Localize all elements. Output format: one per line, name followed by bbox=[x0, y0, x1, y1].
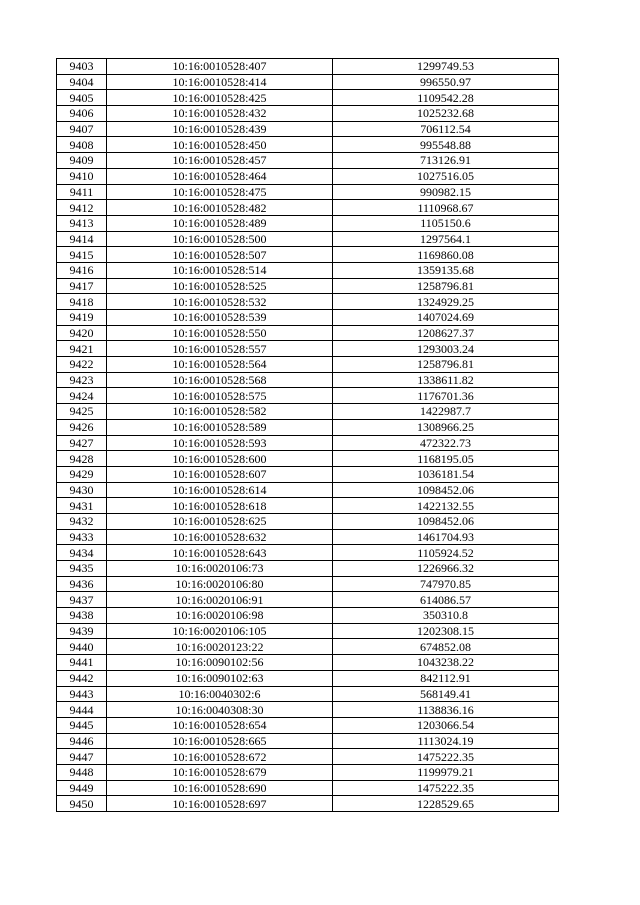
cadastral-number-cell: 10:16:0090102:56 bbox=[107, 655, 333, 671]
value-cell: 1293003.24 bbox=[333, 341, 559, 357]
table-row bbox=[57, 278, 559, 294]
cadastral-number-cell: 10:16:0010528:600 bbox=[107, 451, 333, 467]
value-cell: 1228529.65 bbox=[333, 796, 559, 812]
row-number-cell: 9434 bbox=[57, 545, 107, 561]
table-row bbox=[57, 749, 559, 765]
value-cell: 747970.85 bbox=[333, 576, 559, 592]
row-number-cell: 9443 bbox=[57, 686, 107, 702]
cadastral-number-cell: 10:16:0010528:568 bbox=[107, 372, 333, 388]
cadastral-number-cell: 10:16:0010528:439 bbox=[107, 121, 333, 137]
cadastral-number-cell: 10:16:0010528:450 bbox=[107, 137, 333, 153]
value-cell: 1258796.81 bbox=[333, 357, 559, 373]
table-row bbox=[57, 215, 559, 231]
cadastral-number-cell: 10:16:0010528:457 bbox=[107, 153, 333, 169]
cadastral-number-cell: 10:16:0010528:489 bbox=[107, 215, 333, 231]
row-number-cell: 9431 bbox=[57, 498, 107, 514]
cadastral-number-cell: 10:16:0010528:582 bbox=[107, 404, 333, 420]
table-row bbox=[57, 247, 559, 263]
value-cell: 1208627.37 bbox=[333, 325, 559, 341]
table-row bbox=[57, 59, 559, 75]
value-cell: 1138836.16 bbox=[333, 702, 559, 718]
cadastral-number-cell: 10:16:0010528:690 bbox=[107, 780, 333, 796]
value-cell: 1475222.35 bbox=[333, 749, 559, 765]
value-cell: 472322.73 bbox=[333, 435, 559, 451]
table-row bbox=[57, 639, 559, 655]
table-row bbox=[57, 764, 559, 780]
row-number-cell: 9403 bbox=[57, 59, 107, 75]
row-number-cell: 9429 bbox=[57, 466, 107, 482]
row-number-cell: 9432 bbox=[57, 513, 107, 529]
value-cell: 1109542.28 bbox=[333, 90, 559, 106]
row-number-cell: 9437 bbox=[57, 592, 107, 608]
table-row bbox=[57, 137, 559, 153]
row-number-cell: 9438 bbox=[57, 608, 107, 624]
cadastral-number-cell: 10:16:0010528:564 bbox=[107, 357, 333, 373]
value-cell: 996550.97 bbox=[333, 74, 559, 90]
value-cell: 1027516.05 bbox=[333, 168, 559, 184]
value-cell: 1226966.32 bbox=[333, 561, 559, 577]
cadastral-number-cell: 10:16:0010528:672 bbox=[107, 749, 333, 765]
row-number-cell: 9440 bbox=[57, 639, 107, 655]
cadastral-number-cell: 10:16:0010528:665 bbox=[107, 733, 333, 749]
cadastral-number-cell: 10:16:0020106:105 bbox=[107, 623, 333, 639]
row-number-cell: 9447 bbox=[57, 749, 107, 765]
value-cell: 1475222.35 bbox=[333, 780, 559, 796]
value-cell: 1338611.82 bbox=[333, 372, 559, 388]
row-number-cell: 9430 bbox=[57, 482, 107, 498]
value-cell: 1043238.22 bbox=[333, 655, 559, 671]
row-number-cell: 9439 bbox=[57, 623, 107, 639]
row-number-cell: 9418 bbox=[57, 294, 107, 310]
table-row bbox=[57, 545, 559, 561]
row-number-cell: 9417 bbox=[57, 278, 107, 294]
row-number-cell: 9410 bbox=[57, 168, 107, 184]
cadastral-number-cell: 10:16:0020123:22 bbox=[107, 639, 333, 655]
row-number-cell: 9427 bbox=[57, 435, 107, 451]
row-number-cell: 9436 bbox=[57, 576, 107, 592]
value-cell: 350310.8 bbox=[333, 608, 559, 624]
value-cell: 1168195.05 bbox=[333, 451, 559, 467]
table-row bbox=[57, 294, 559, 310]
cadastral-number-cell: 10:16:0010528:575 bbox=[107, 388, 333, 404]
table-row bbox=[57, 404, 559, 420]
cadastral-number-cell: 10:16:0020106:91 bbox=[107, 592, 333, 608]
cadastral-number-cell: 10:16:0020106:98 bbox=[107, 608, 333, 624]
value-cell: 1025232.68 bbox=[333, 106, 559, 122]
table-row bbox=[57, 372, 559, 388]
cadastral-number-cell: 10:16:0040308:30 bbox=[107, 702, 333, 718]
cadastral-number-cell: 10:16:0010528:482 bbox=[107, 200, 333, 216]
row-number-cell: 9405 bbox=[57, 90, 107, 106]
row-number-cell: 9445 bbox=[57, 717, 107, 733]
table-row bbox=[57, 106, 559, 122]
cadastral-number-cell: 10:16:0090102:63 bbox=[107, 670, 333, 686]
value-cell: 1110968.67 bbox=[333, 200, 559, 216]
table-row bbox=[57, 513, 559, 529]
row-number-cell: 9414 bbox=[57, 231, 107, 247]
value-cell: 1098452.06 bbox=[333, 482, 559, 498]
parcel-value-table bbox=[56, 58, 559, 812]
cadastral-number-cell: 10:16:0010528:414 bbox=[107, 74, 333, 90]
table-row bbox=[57, 153, 559, 169]
cadastral-number-cell: 10:16:0010528:614 bbox=[107, 482, 333, 498]
value-cell: 995548.88 bbox=[333, 137, 559, 153]
cadastral-number-cell: 10:16:0010528:589 bbox=[107, 419, 333, 435]
table-row bbox=[57, 733, 559, 749]
row-number-cell: 9404 bbox=[57, 74, 107, 90]
row-number-cell: 9449 bbox=[57, 780, 107, 796]
table-row bbox=[57, 200, 559, 216]
table-row bbox=[57, 717, 559, 733]
row-number-cell: 9415 bbox=[57, 247, 107, 263]
table-row bbox=[57, 121, 559, 137]
row-number-cell: 9422 bbox=[57, 357, 107, 373]
row-number-cell: 9446 bbox=[57, 733, 107, 749]
cadastral-number-cell: 10:16:0010528:593 bbox=[107, 435, 333, 451]
table-row bbox=[57, 482, 559, 498]
row-number-cell: 9433 bbox=[57, 529, 107, 545]
table-row bbox=[57, 451, 559, 467]
row-number-cell: 9435 bbox=[57, 561, 107, 577]
table-row bbox=[57, 435, 559, 451]
cadastral-number-cell: 10:16:0020106:80 bbox=[107, 576, 333, 592]
table-row bbox=[57, 655, 559, 671]
value-cell: 1036181.54 bbox=[333, 466, 559, 482]
cadastral-number-cell: 10:16:0010528:407 bbox=[107, 59, 333, 75]
table-row bbox=[57, 341, 559, 357]
value-cell: 1422132.55 bbox=[333, 498, 559, 514]
table-row bbox=[57, 702, 559, 718]
row-number-cell: 9423 bbox=[57, 372, 107, 388]
value-cell: 614086.57 bbox=[333, 592, 559, 608]
table-row bbox=[57, 74, 559, 90]
cadastral-number-cell: 10:16:0010528:500 bbox=[107, 231, 333, 247]
value-cell: 1359135.68 bbox=[333, 262, 559, 278]
cadastral-number-cell: 10:16:0010528:507 bbox=[107, 247, 333, 263]
row-number-cell: 9419 bbox=[57, 310, 107, 326]
row-number-cell: 9428 bbox=[57, 451, 107, 467]
value-cell: 1407024.69 bbox=[333, 310, 559, 326]
value-cell: 1308966.25 bbox=[333, 419, 559, 435]
value-cell: 1169860.08 bbox=[333, 247, 559, 263]
cadastral-number-cell: 10:16:0010528:643 bbox=[107, 545, 333, 561]
cadastral-number-cell: 10:16:0010528:464 bbox=[107, 168, 333, 184]
row-number-cell: 9441 bbox=[57, 655, 107, 671]
value-cell: 674852.08 bbox=[333, 639, 559, 655]
cadastral-number-cell: 10:16:0010528:632 bbox=[107, 529, 333, 545]
value-cell: 1105150.6 bbox=[333, 215, 559, 231]
table-row bbox=[57, 686, 559, 702]
value-cell: 713126.91 bbox=[333, 153, 559, 169]
row-number-cell: 9424 bbox=[57, 388, 107, 404]
table-row bbox=[57, 325, 559, 341]
cadastral-number-cell: 10:16:0020106:73 bbox=[107, 561, 333, 577]
cadastral-number-cell: 10:16:0010528:557 bbox=[107, 341, 333, 357]
cadastral-number-cell: 10:16:0040302:6 bbox=[107, 686, 333, 702]
row-number-cell: 9407 bbox=[57, 121, 107, 137]
table-row bbox=[57, 623, 559, 639]
row-number-cell: 9421 bbox=[57, 341, 107, 357]
cadastral-number-cell: 10:16:0010528:514 bbox=[107, 262, 333, 278]
value-cell: 1299749.53 bbox=[333, 59, 559, 75]
cadastral-number-cell: 10:16:0010528:607 bbox=[107, 466, 333, 482]
table-row bbox=[57, 670, 559, 686]
table-row bbox=[57, 357, 559, 373]
table-body bbox=[57, 59, 559, 812]
cadastral-number-cell: 10:16:0010528:539 bbox=[107, 310, 333, 326]
table-row bbox=[57, 231, 559, 247]
table-row bbox=[57, 796, 559, 812]
value-cell: 1176701.36 bbox=[333, 388, 559, 404]
row-number-cell: 9408 bbox=[57, 137, 107, 153]
row-number-cell: 9406 bbox=[57, 106, 107, 122]
row-number-cell: 9411 bbox=[57, 184, 107, 200]
table-row bbox=[57, 419, 559, 435]
cadastral-number-cell: 10:16:0010528:625 bbox=[107, 513, 333, 529]
row-number-cell: 9444 bbox=[57, 702, 107, 718]
row-number-cell: 9416 bbox=[57, 262, 107, 278]
table-row bbox=[57, 388, 559, 404]
row-number-cell: 9448 bbox=[57, 764, 107, 780]
cadastral-number-cell: 10:16:0010528:532 bbox=[107, 294, 333, 310]
cadastral-number-cell: 10:16:0010528:525 bbox=[107, 278, 333, 294]
row-number-cell: 9420 bbox=[57, 325, 107, 341]
cadastral-number-cell: 10:16:0010528:697 bbox=[107, 796, 333, 812]
value-cell: 1324929.25 bbox=[333, 294, 559, 310]
row-number-cell: 9425 bbox=[57, 404, 107, 420]
value-cell: 1105924.52 bbox=[333, 545, 559, 561]
table-row bbox=[57, 592, 559, 608]
value-cell: 1461704.93 bbox=[333, 529, 559, 545]
value-cell: 1202308.15 bbox=[333, 623, 559, 639]
table-row bbox=[57, 780, 559, 796]
table-row bbox=[57, 310, 559, 326]
cadastral-number-cell: 10:16:0010528:654 bbox=[107, 717, 333, 733]
value-cell: 1098452.06 bbox=[333, 513, 559, 529]
row-number-cell: 9442 bbox=[57, 670, 107, 686]
row-number-cell: 9413 bbox=[57, 215, 107, 231]
table-row bbox=[57, 498, 559, 514]
value-cell: 990982.15 bbox=[333, 184, 559, 200]
table-row bbox=[57, 466, 559, 482]
table-row bbox=[57, 608, 559, 624]
value-cell: 1297564.1 bbox=[333, 231, 559, 247]
table-row bbox=[57, 184, 559, 200]
value-cell: 842112.91 bbox=[333, 670, 559, 686]
value-cell: 1203066.54 bbox=[333, 717, 559, 733]
table-row bbox=[57, 262, 559, 278]
table-row bbox=[57, 168, 559, 184]
table-row bbox=[57, 576, 559, 592]
table-row bbox=[57, 90, 559, 106]
cadastral-number-cell: 10:16:0010528:475 bbox=[107, 184, 333, 200]
cadastral-number-cell: 10:16:0010528:425 bbox=[107, 90, 333, 106]
value-cell: 1199979.21 bbox=[333, 764, 559, 780]
value-cell: 1258796.81 bbox=[333, 278, 559, 294]
cadastral-number-cell: 10:16:0010528:679 bbox=[107, 764, 333, 780]
row-number-cell: 9409 bbox=[57, 153, 107, 169]
cadastral-number-cell: 10:16:0010528:550 bbox=[107, 325, 333, 341]
cadastral-number-cell: 10:16:0010528:432 bbox=[107, 106, 333, 122]
value-cell: 568149.41 bbox=[333, 686, 559, 702]
value-cell: 706112.54 bbox=[333, 121, 559, 137]
row-number-cell: 9426 bbox=[57, 419, 107, 435]
row-number-cell: 9450 bbox=[57, 796, 107, 812]
row-number-cell: 9412 bbox=[57, 200, 107, 216]
value-cell: 1113024.19 bbox=[333, 733, 559, 749]
value-cell: 1422987.7 bbox=[333, 404, 559, 420]
cadastral-number-cell: 10:16:0010528:618 bbox=[107, 498, 333, 514]
table-row bbox=[57, 529, 559, 545]
table-row bbox=[57, 561, 559, 577]
